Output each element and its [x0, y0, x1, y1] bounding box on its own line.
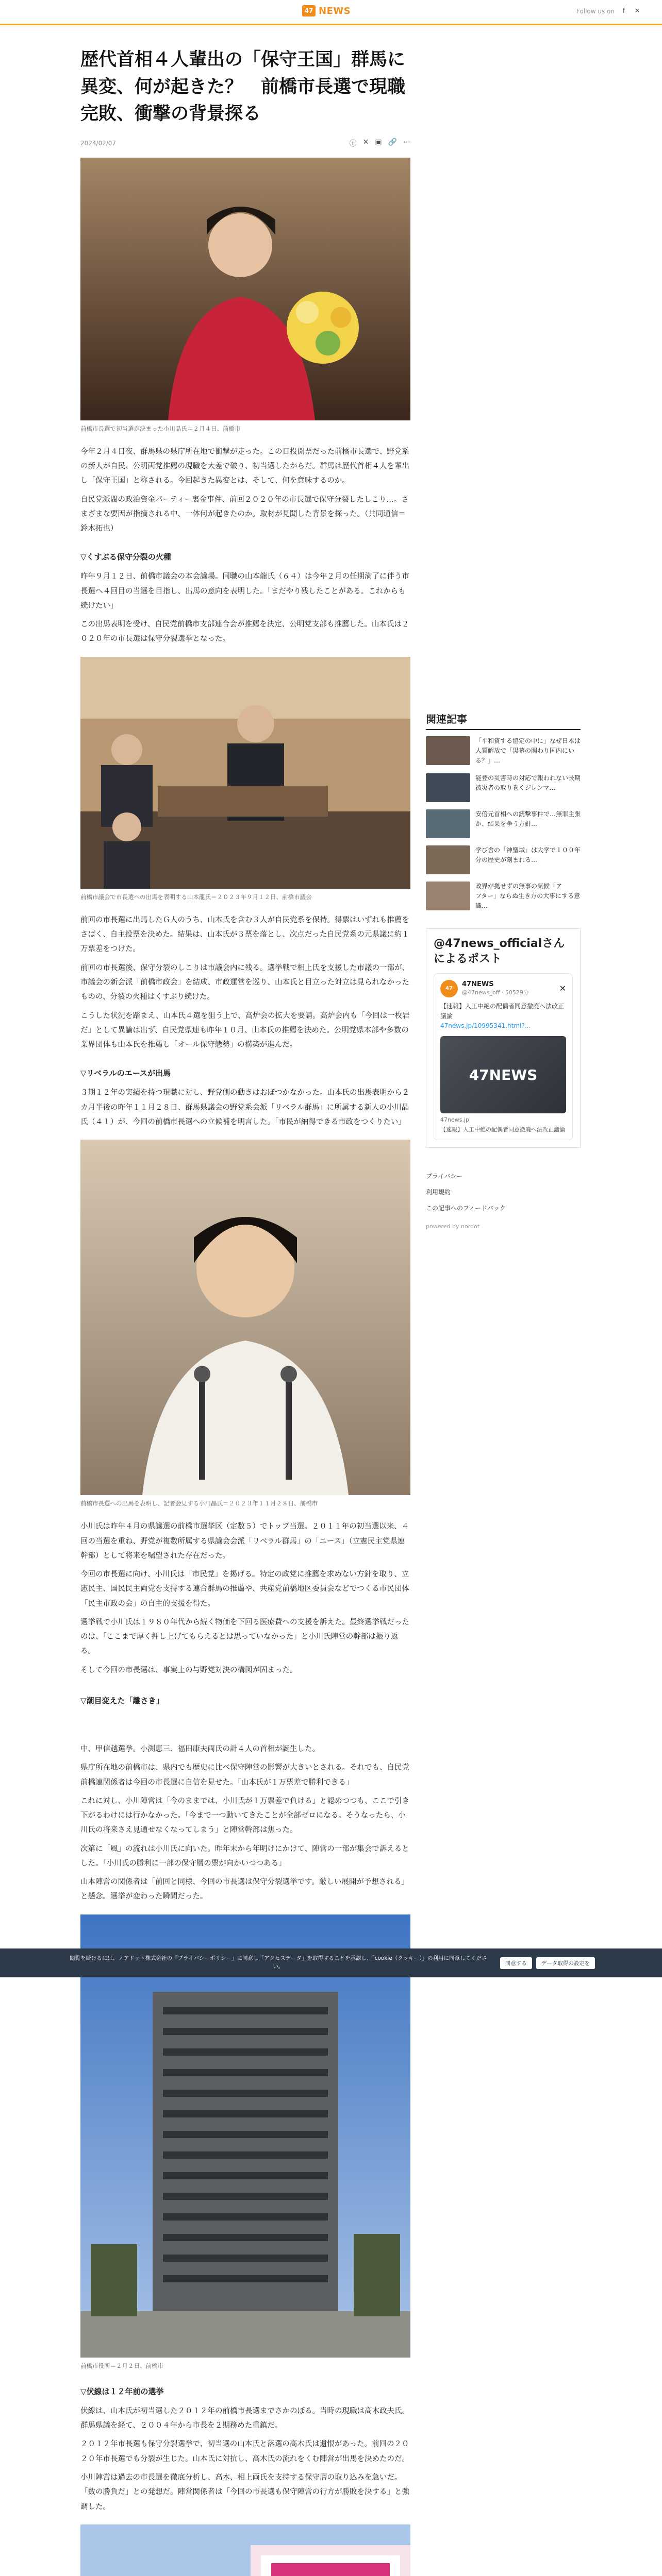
- related-item[interactable]: [426, 773, 581, 802]
- related-item[interactable]: [426, 809, 581, 838]
- paragraph: 昨年９月１２日、前橋市議会の本会議場。同職の山本龍氏（６４）は今年２月の任期満了に伴う市長選へ４回目の当選を目指し、出馬の意向を表明した。「まだやり残したことがある。これからも続けたい」: [80, 572, 409, 610]
- section-heading: ▽リベラルのエースが出馬: [80, 1069, 171, 1078]
- photo-assembly-illustration: [80, 657, 410, 889]
- section-heading: ▽潮目変えた「離さき」: [80, 1696, 164, 1706]
- related-thumbnail: [426, 809, 470, 838]
- paragraph: ３期１２年の実績を持つ現職に対し、野党側の動きはおぼつかなかった。山本氏の出馬表明から２カ月半後の昨年１１月２８日、群馬県議会の野党系会派「リベラル群馬」に所属する新人の小川晶氏（４１）が、今回の前橋市長選への立候補を明言した。「市民が納得できる市政をつくりたい」: [80, 1089, 409, 1126]
- related-thumbnail: [426, 845, 470, 874]
- tweet-handle: @47news_off · 50529分: [462, 989, 529, 996]
- related-text: 「平和資する協定の中に」なぜ日本は人質解放で「黒幕の関わり国内にいる？」…: [475, 737, 581, 765]
- article-title: 歴代首相４人輩出の「保守王国」群馬に異変、何が起きた？ 前橋市長選で現職完敗、衝撃の背景探る: [80, 49, 406, 124]
- paragraph: 小川陣営は過去の市長選を徹底分析し、高木、相上両氏を支持する保守層の取り込みを急いだ。「数の勝負だ」との発想だ。陣営関係者は「今回の市長選も保守陣営の行方が勝敗を決する」と強調した。: [80, 2473, 409, 2511]
- photo-press: [80, 1140, 410, 1495]
- photo-caption: 前橋市長選への出馬を表明し、記者会見する小川晶氏＝２０２３年１１月２８日、前橋市: [80, 1500, 318, 1507]
- paragraph: 山本陣営の関係者は「前回と同様、今回の市長選は保守分裂選挙です。厳しい展開が予想される」と懸念。選挙が変わった瞬間だった。: [80, 1878, 409, 1901]
- facebook-icon[interactable]: f: [622, 7, 625, 15]
- photo-press-illustration: [80, 1140, 410, 1495]
- terms-link[interactable]: 利用規約: [426, 1189, 451, 1196]
- top-bar: [0, 0, 662, 25]
- tweet-header: [440, 980, 566, 997]
- footer-links: [426, 1168, 581, 1217]
- photo-winner-illustration: [80, 158, 410, 420]
- article-meta: [80, 138, 410, 148]
- related-thumbnail: [426, 773, 470, 802]
- related-item[interactable]: [426, 882, 581, 911]
- paragraph: ２０１２年市長選も保守分裂選挙で、初当選の山本氏と落選の高木氏は遺恨があった。前回の２０２０年市長選でも分裂が生じた。山本氏に対抗し、高木氏の流れをくむ陣営が出馬を決めたのだ。: [80, 2440, 409, 2463]
- photo-campaign-illustration: [80, 2524, 410, 2576]
- section-heading: ▽伏線は１２年前の選挙: [80, 2386, 164, 2396]
- related-text: 政界が拠せずの無事の気候「ア: [475, 882, 562, 890]
- paragraph: これに対し、小川陣営は「今のままでは、小川氏が１万票差で負ける」と認めつつも、ここで引き下がるわけには行かなかった。「今まで一つ動いてきたことが全部ゼロになる。そうなったら、小川氏の将来さえ見通せなくなってしまう」と陣営幹部は焦った。: [80, 1797, 409, 1835]
- paragraph: 選挙戦で小川氏は１９８０年代から続く物価を下回る医療費への支援を訴えた。最終選挙戦だったのは、「ここまで厚く押し上げてもらえるとは思っていなかった」と小川氏陣営の幹部は振り返る。: [80, 1618, 409, 1656]
- related-text: 学び舎の「神聖域」は大学で１００年分の歴史が刻まれる…: [475, 846, 581, 863]
- paragraph: 前回の市長選後、保守分裂のしこりは市議会内に残る。選挙戦で相上氏を支援した市議の一部が、市議会の新会派「前橋市政会」を結成、市政運営を巡り、山本氏と目立った対立は見られなかったものの、分裂の火種はくすぶり続けた。: [80, 963, 409, 1002]
- paragraph: 県庁所在地の前橋市は、県内でも歴史に比べ保守陣営の影響が大きいとされる。それでも、自民党前橋連関係者は今回の市長選に自信を見せた。「山本氏が１万票差で勝利できる」: [80, 1764, 409, 1787]
- lead-paragraph: 自民党派閥の政治資金パーティー裏金事件、前回２０２０年の市長選で保守分裂したしこり…。さまざまな要因が指摘される中、一体何が起きたのか。取材が見聞した背景を探った。（共同通信＝鈴木拓也）: [80, 495, 409, 533]
- cookie-text: 閲覧を続けるには、ノアドット株式会社の「プライバシーポリシー」に同意し「アクセスデータ」を取得することを承認し、「cookie（クッキー）」の利用に同意してください。: [69, 1955, 487, 1970]
- tweet-name: 47NEWS: [462, 980, 494, 988]
- logo-mark: 47: [302, 5, 316, 16]
- line-share-icon[interactable]: ▣: [375, 138, 382, 146]
- paragraph: 前回の市長選に出馬したＧ人のうち、山本氏を含む３人が自民党系を保持。得票はいずれも推薦をさばく、自主投票を決めた。結果は、山本氏が３票を落とし、次点だった自民党系の元県議に約１万票差をつけた。: [80, 916, 409, 954]
- share-bar: [350, 138, 410, 148]
- paragraph: 今回の市長選に向け、小川氏は「市民党」を掲げる。特定の政党に推薦を求めない方針を取り、立憲民主、国民民主両党を支持する連合群馬の推薦や、共産党前橋地区委員会などでつくる市民団体「民主市政の会」の自主的支援を得た。: [80, 1570, 409, 1608]
- post-title: @47news_officialさんによるポスト: [434, 937, 565, 965]
- paragraph: こうした状況を踏まえ、山本氏４選を狙う上で、高炉会の拡大を要請。高炉会内も「今回は一枚岩だ」として異論は出ず、自民党県連も昨年１０月、山本氏の推薦を決めた。公明党県本部や多数の業界団体も山本氏を推薦し「オール保守態勢」の構築が進んだ。: [80, 1011, 410, 1049]
- photo-city-hall: [80, 1914, 410, 2358]
- lead-paragraph: 今年２月４日夜、群馬県の県庁所在地で衝撃が走った。この日投開票だった前橋市長選で、野党系の新人が自民、公明両党推薦の現職を大差で破り、初当選したからだ。群馬は歴代首相４人を輩出し「保守王国」と称される。今回起きた異変とは、そして、何を意味するのか。: [80, 447, 409, 485]
- photo-winner: [80, 158, 410, 420]
- tweet-text: 【速報】人工中絶の配偶者同意撤廃へ法改正議論: [440, 1002, 565, 1020]
- paragraph: そして今回の市長選は、事実上の与野党対決の構図が固まった。: [80, 1666, 297, 1674]
- photo-city-hall-illustration: [80, 1914, 410, 2358]
- tweet-card[interactable]: [434, 973, 573, 1141]
- article: [80, 46, 410, 2576]
- tweet-body: [440, 1002, 566, 1031]
- tweet-link[interactable]: 47news.jp/10995341.html?...: [440, 1022, 531, 1029]
- x-icon[interactable]: ✕: [634, 7, 640, 15]
- more-share-icon[interactable]: ⋯: [403, 138, 410, 146]
- photo-caption: 前橋市役所＝２月２日、前橋市: [80, 2362, 163, 2369]
- related-item[interactable]: [426, 736, 581, 766]
- related-thumbnail: [426, 736, 470, 765]
- paragraph: 伏線は、山本氏が初当選した２０１２年の前橋市長選までさかのぼる。当時の現職は高木政夫氏。群馬県議を経て、２００４年から市長を２期務めた重鎮だ。: [80, 2406, 409, 2430]
- follow-bar: [576, 7, 641, 15]
- related-text: 能登の災害時の対応で報われない長期被災者の取り巻くジレンマ…: [475, 774, 581, 791]
- cookie-banner: [0, 1948, 662, 1977]
- logo-text: NEWS: [319, 5, 351, 16]
- photo-campaign: [80, 2524, 410, 2576]
- privacy-link[interactable]: プライバシー: [426, 1173, 463, 1180]
- link-share-icon[interactable]: 🔗: [388, 138, 397, 146]
- photo-caption: 前橋市議会で市長選への出馬を表明する山本龍氏＝２０２３年９月１２日、前橋市議会: [80, 893, 312, 901]
- sidebar: [426, 711, 581, 1230]
- related-item[interactable]: [426, 845, 581, 874]
- section-heading: ▽くすぶる保守分裂の火種: [80, 552, 171, 562]
- follow-label: Follow us on: [576, 8, 615, 15]
- related-text: フター」ならぬ生き方の大事にする意識…: [475, 892, 581, 909]
- paragraph: 小川氏は昨年４月の県議選の前橋市選挙区（定数５）でトップ当選。２０１１年の初当選以来、４回の当選を重ね、野党が複数所属する県議会会派「リベラル群馬」の「エース」（立憲民主党県連幹部）として将来を嘱望された存在だった。: [80, 1522, 409, 1560]
- related-title: 関連記事: [426, 711, 581, 730]
- powered-by: powered by nordot: [426, 1223, 480, 1230]
- tweet-avatar: 47: [440, 980, 458, 997]
- paragraph: 中、甲信越選挙。小渕恵三、福田康夫両氏の計４人の首相が誕生した。: [80, 1745, 320, 1754]
- facebook-share-icon[interactable]: ⓕ: [349, 139, 357, 148]
- x-logo-icon[interactable]: ✕: [559, 984, 566, 993]
- cookie-accept-button[interactable]: 同意する: [500, 1957, 532, 1969]
- paragraph: この出馬表明を受け、自民党前橋市支部連合会が推薦を決定、公明党支部も推薦した。山本氏は２０２０年の市長選は保守分裂選挙となった。: [80, 620, 409, 643]
- feedback-link[interactable]: この記事へのフィードバック: [426, 1205, 506, 1212]
- related-text: 安倍元首相への銃撃事件で…無罪主張か、結果を争う方針…: [475, 810, 581, 827]
- cookie-settings-button[interactable]: データ取得の設定を: [536, 1957, 595, 1969]
- site-logo[interactable]: [302, 5, 351, 16]
- x-share-icon[interactable]: ✕: [362, 138, 369, 146]
- tweet-domain: 47news.jp: [440, 1116, 469, 1124]
- related-thumbnail: [426, 882, 470, 910]
- tweet-image[interactable]: 47NEWS: [440, 1036, 566, 1113]
- article-date: 2024/02/07: [80, 139, 117, 147]
- paragraph: 次第に「風」の流れは小川氏に向いた。昨年末から年明けにかけて、陣営の一部が集会で訴えるとした。「小川氏の勝利に一部の保守層の票が向かいつつある」: [80, 1844, 409, 1868]
- photo-caption: 前橋市長選で初当選が決まった小川晶氏＝２月４日、前橋市: [80, 425, 241, 432]
- embedded-post: [426, 928, 581, 1148]
- tweet-card-title[interactable]: 【速報】人工中絶の配偶者同意撤廃へ法改正議論: [440, 1126, 565, 1133]
- photo-assembly: [80, 657, 410, 889]
